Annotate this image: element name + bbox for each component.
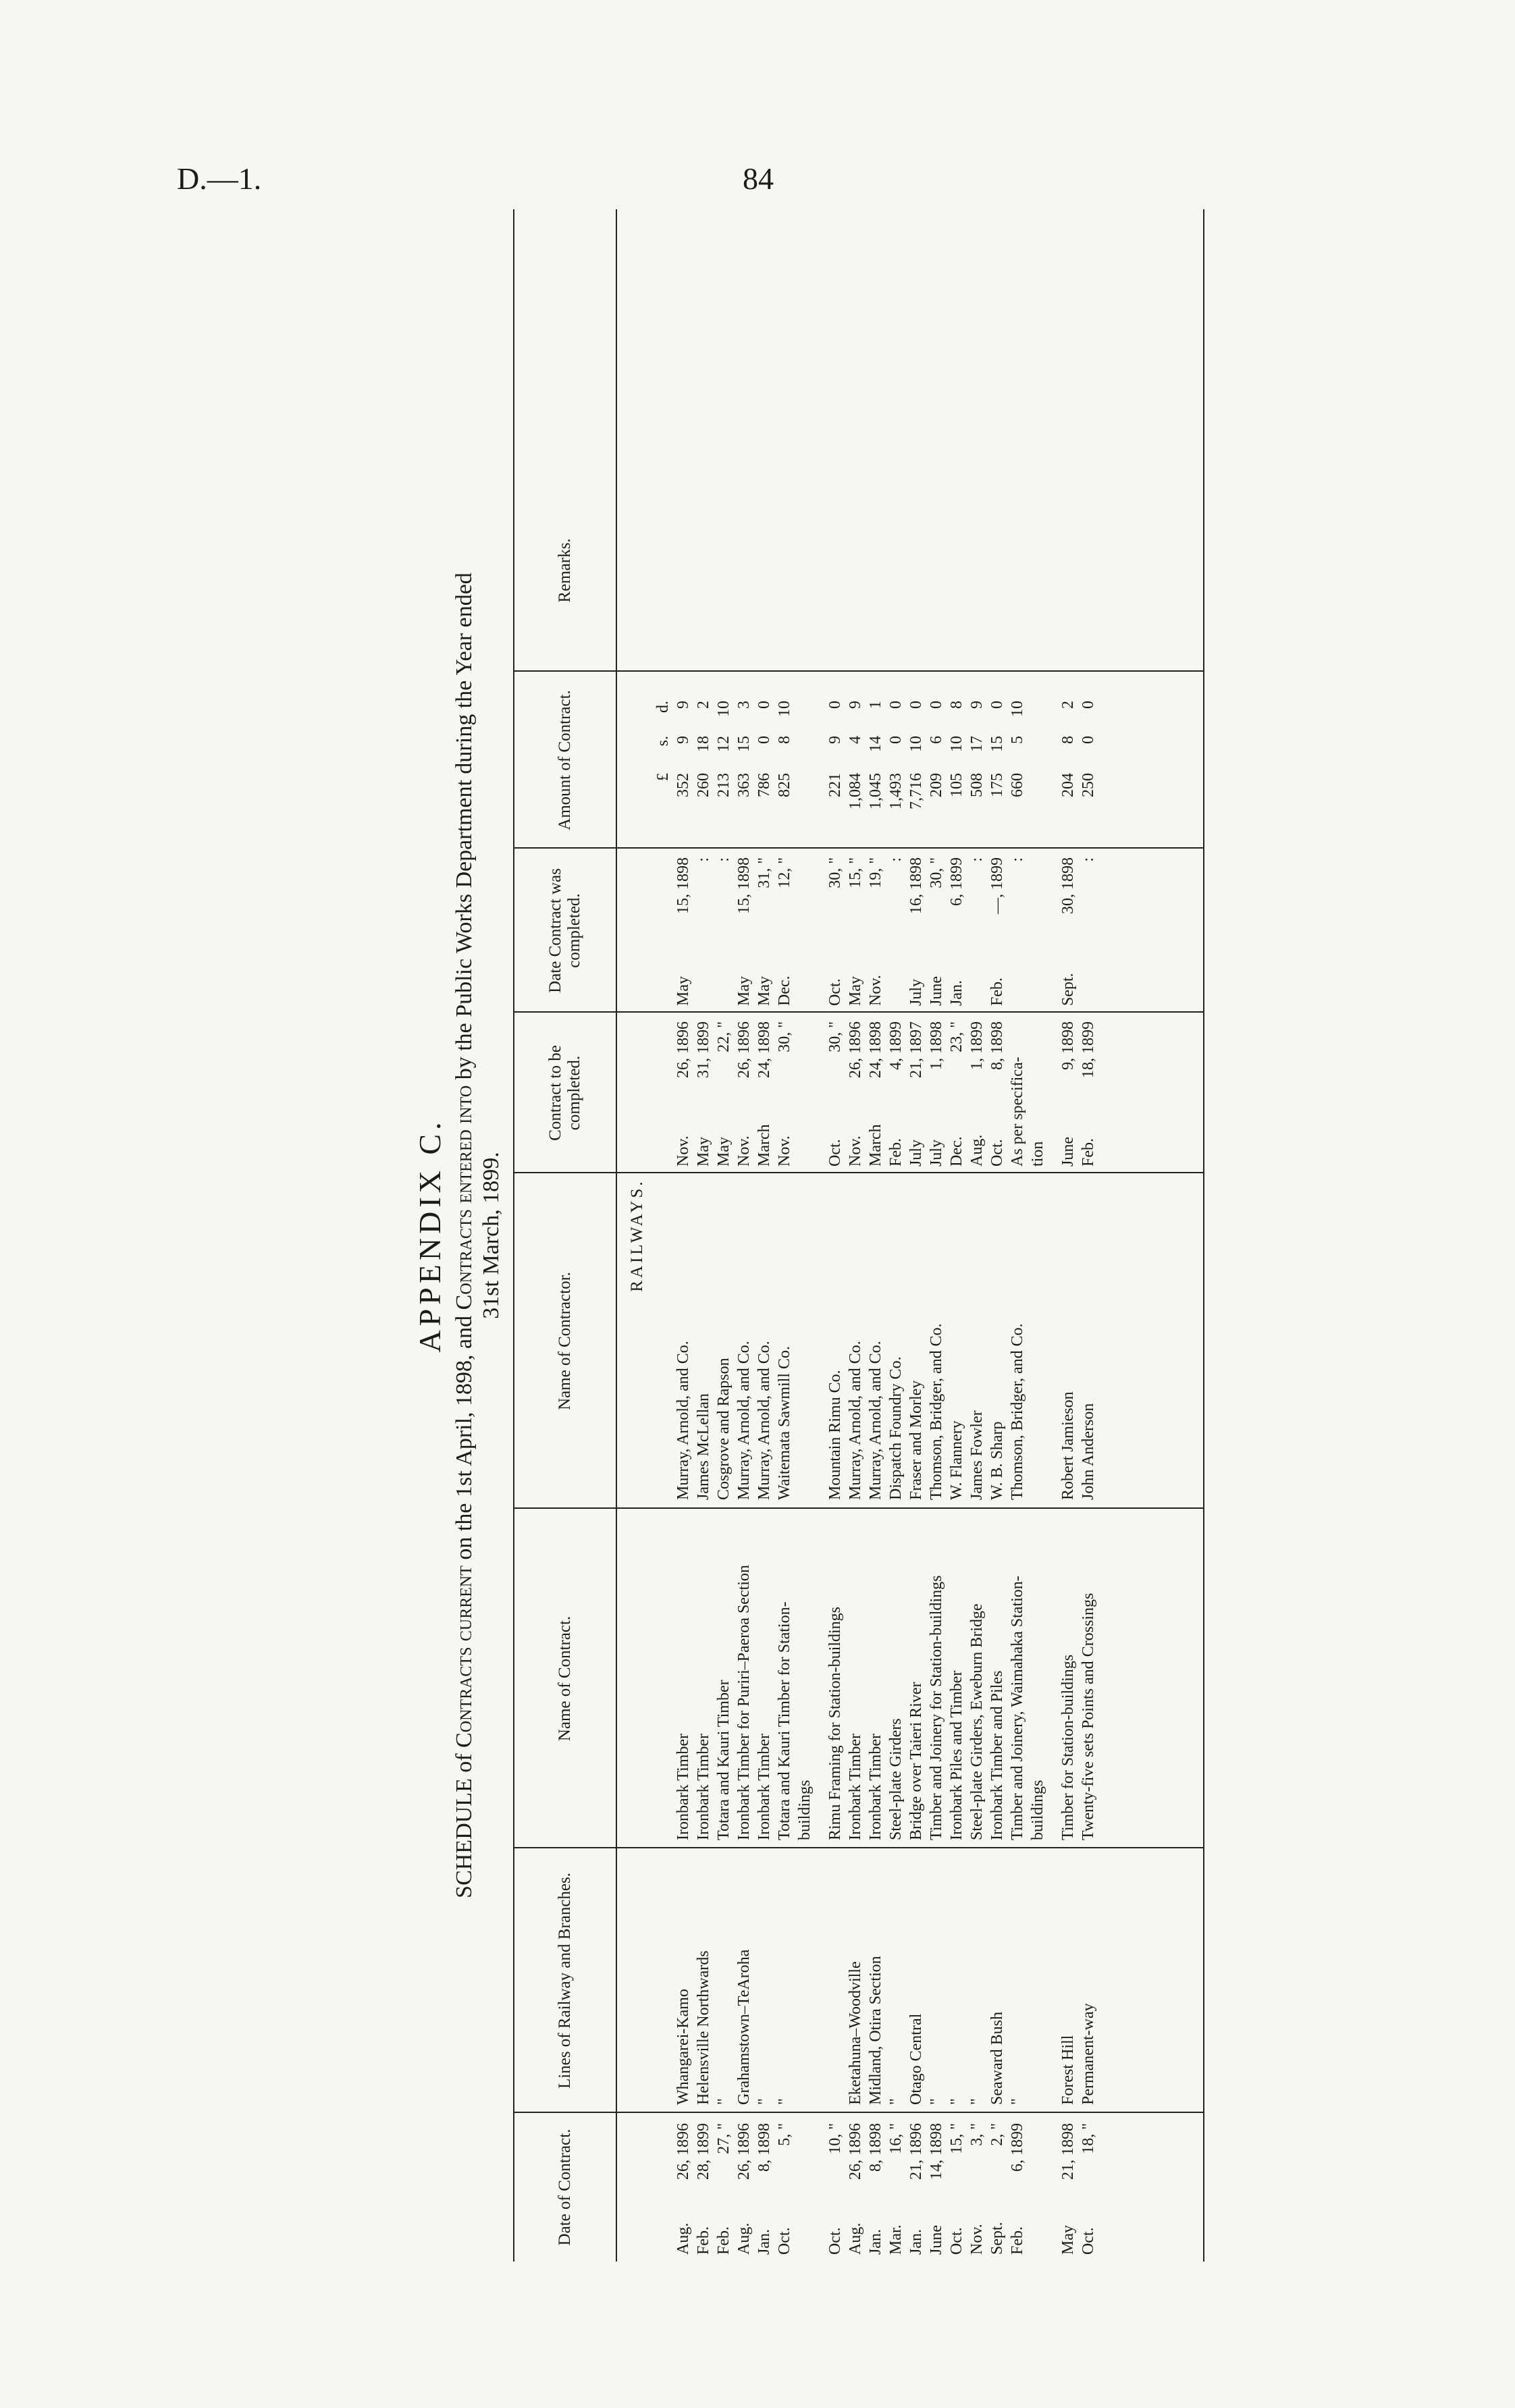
amount-pounds: 363	[735, 773, 753, 797]
contract-name: Ironbark Piles and Timber	[948, 1670, 965, 1840]
amount-pounds: 1,493	[887, 773, 905, 809]
contracts-current: Contracts current	[452, 1566, 477, 1748]
pence-symbol: d.	[654, 701, 672, 713]
to-complete-month: Feb.	[887, 1138, 905, 1167]
to-complete-day: 9, 1898	[1059, 1021, 1077, 1070]
contract-name: Ironbark Timber and Piles	[988, 1670, 1006, 1840]
to-complete-month: May	[715, 1137, 733, 1167]
date-day: 8, 1898	[755, 2123, 773, 2172]
contract-name: Timber and Joinery, Waimahaka Station-	[1009, 1576, 1026, 1840]
date-day: 3, "	[968, 2123, 986, 2146]
completed-month: May	[847, 976, 864, 1006]
amount-pence: 10	[1009, 701, 1026, 717]
completed-day: :	[1009, 857, 1026, 862]
date-month: June	[928, 2225, 945, 2255]
amount-pence: 8	[948, 701, 965, 709]
contractor-name: Murray, Arnold, and Co.	[755, 1341, 773, 1500]
completed-day: :	[695, 857, 712, 862]
completed-day: :	[887, 857, 905, 862]
to-complete-month: July	[928, 1139, 945, 1167]
schedule-title	[451, 209, 505, 2262]
completed-day: 15, "	[847, 857, 864, 888]
completed-month: Sept.	[1059, 973, 1077, 1006]
amount-pence: 3	[735, 701, 753, 709]
amount-pence: 0	[887, 701, 905, 709]
contract-name: Ironbark Timber	[674, 1734, 692, 1840]
rotated-table-sheet	[412, 209, 1168, 2262]
contractor-name: Fraser and Morley	[907, 1380, 925, 1500]
completed-month: Nov.	[867, 975, 884, 1006]
to-complete-day: 26, 1896	[847, 1021, 864, 1078]
railway-line: Forest Hill	[1059, 2035, 1077, 2105]
header-rule	[616, 209, 617, 2262]
header-date: Date of Contract.	[556, 2129, 574, 2246]
amount-shillings: 18	[695, 736, 712, 752]
document-reference: D.—1.	[177, 161, 262, 196]
date-day: 21, 1898	[1059, 2123, 1077, 2180]
amount-pounds: 221	[826, 773, 844, 797]
amount-pounds: 105	[948, 773, 965, 797]
shillings-symbol: s.	[654, 736, 672, 747]
header-name: Name of Contract.	[556, 1615, 574, 1742]
to-complete-month: tion	[1029, 1141, 1046, 1167]
amount-shillings: 5	[1009, 736, 1026, 744]
completed-month: June	[928, 976, 945, 1006]
amount-shillings: 0	[1080, 736, 1097, 744]
date-month: Jan.	[867, 2229, 884, 2255]
to-complete-day: 21, 1897	[907, 1021, 925, 1078]
schedule-date-text: on the 1st April, 1898, and	[452, 1310, 477, 1566]
to-complete-month: Feb.	[1080, 1138, 1097, 1167]
header-contractor: Name of Contractor.	[556, 1272, 574, 1410]
date-month: Feb.	[715, 2226, 733, 2255]
date-day: 27, "	[715, 2123, 733, 2154]
to-complete-day: 8, 1898	[988, 1021, 1006, 1070]
amount-pence: 0	[928, 701, 945, 709]
contracts-entered: Contracts entered into	[452, 1085, 477, 1310]
completed-day: :	[1080, 857, 1097, 862]
table-row	[734, 209, 754, 2262]
contractor-name: Dispatch Foundry Co.	[887, 1356, 905, 1500]
completed-day: :	[968, 857, 986, 862]
amount-pounds: 250	[1080, 773, 1097, 797]
completed-day: 12, "	[776, 857, 793, 888]
completed-day: 15, 1898	[674, 857, 692, 914]
date-day: 14, 1898	[928, 2123, 945, 2180]
contract-name: Rimu Framing for Station-buildings	[826, 1607, 844, 1840]
contractor-name: Waitemata Sawmill Co.	[776, 1345, 793, 1500]
contractor-name: John Anderson	[1080, 1403, 1097, 1500]
header-lines: Lines of Railway and Branches.	[556, 1872, 574, 2089]
to-complete-day: 24, 1898	[755, 1021, 773, 1078]
amount-pence: 0	[826, 701, 844, 709]
contract-name: buildings	[1029, 1780, 1046, 1840]
contractor-name: W. B. Sharp	[988, 1421, 1006, 1500]
amount-pounds: 825	[776, 773, 793, 797]
railway-line: Grahamstown–TeAroha	[735, 1949, 753, 2105]
date-month: Oct.	[948, 2227, 965, 2255]
table-row	[774, 209, 795, 2262]
header-to-complete: Contract to be completed.	[546, 1045, 583, 1141]
contracts-table	[513, 209, 1204, 2262]
contract-name: Totara and Kauri Timber	[715, 1680, 733, 1840]
amount-shillings: 10	[907, 736, 925, 752]
date-month: Feb.	[695, 2226, 712, 2255]
completed-day: 6, 1899	[948, 857, 965, 906]
amount-shillings: 0	[887, 736, 905, 744]
date-day: 18, "	[1080, 2123, 1097, 2154]
table-row	[1007, 209, 1028, 2262]
amount-shillings: 0	[755, 736, 773, 744]
table-row	[673, 209, 693, 2262]
amount-pounds: 260	[695, 773, 712, 797]
table-row	[866, 209, 886, 2262]
completed-day: :	[715, 857, 733, 862]
table-row	[926, 209, 947, 2262]
date-month: Jan.	[755, 2229, 773, 2255]
contract-name: Ironbark Timber	[755, 1734, 773, 1840]
contract-name: Timber and Joinery for Station-buildings	[928, 1575, 945, 1840]
date-day: 26, 1896	[735, 2123, 753, 2180]
contractor-name: Murray, Arnold, and Co.	[847, 1341, 864, 1500]
contractor-name: W. Flannery	[948, 1420, 965, 1500]
amount-pounds: 352	[674, 773, 692, 797]
completed-day: 19, "	[867, 857, 884, 888]
railway-line: Whangarei-Kamo	[674, 1989, 692, 2105]
contractor-name: Murray, Arnold, and Co.	[735, 1341, 753, 1500]
amount-shillings: 9	[674, 736, 692, 744]
date-month: Oct.	[826, 2227, 844, 2255]
table-row	[1028, 209, 1048, 2262]
amount-shillings: 14	[867, 736, 884, 752]
date-day: 8, 1898	[867, 2123, 884, 2172]
to-complete-day: 4, 1899	[887, 1021, 905, 1070]
table-row	[714, 209, 734, 2262]
railway-line: "	[887, 2098, 905, 2105]
table-row	[967, 209, 987, 2262]
schedule-of: of	[452, 1747, 477, 1779]
date-month: Nov.	[968, 2224, 986, 2255]
amount-shillings: 12	[715, 736, 733, 752]
railway-line: "	[755, 2098, 773, 2105]
railway-line: Midland, Otira Section	[867, 1956, 884, 2105]
to-complete-month: As per specifica-	[1009, 1056, 1026, 1167]
date-day: 6, 1899	[1009, 2123, 1026, 2172]
table-row	[845, 209, 866, 2262]
railway-line: Permanent-way	[1080, 2003, 1097, 2105]
amount-shillings: 4	[847, 736, 864, 744]
completed-day: 31, "	[755, 857, 773, 888]
contractor-name: Murray, Arnold, and Co.	[867, 1341, 884, 1500]
to-complete-month: Nov.	[847, 1135, 864, 1167]
header-amount: Amount of Contract.	[556, 690, 574, 830]
amount-shillings: 10	[948, 736, 965, 752]
amount-pounds: 786	[755, 773, 773, 797]
amount-shillings: 8	[776, 736, 793, 744]
amount-shillings: 8	[1059, 736, 1077, 744]
date-day: 21, 1896	[907, 2123, 925, 2180]
amount-pounds: 508	[968, 773, 986, 797]
to-complete-month: Nov.	[674, 1135, 692, 1167]
to-complete-day: 30, "	[826, 1021, 844, 1052]
railway-line: "	[968, 2098, 986, 2105]
railway-line: "	[715, 2098, 733, 2105]
to-complete-day: 23, "	[948, 1021, 965, 1052]
date-day: 2, "	[988, 2123, 1006, 2146]
to-complete-month: March	[755, 1124, 773, 1167]
amount-pence: 9	[674, 701, 692, 709]
table-row	[1058, 209, 1078, 2262]
contract-name: Ironbark Timber	[847, 1734, 864, 1840]
to-complete-month: Oct.	[988, 1139, 1006, 1167]
amount-pence: 10	[715, 701, 733, 717]
amount-pence: 2	[1059, 701, 1077, 709]
to-complete-day: 22, "	[715, 1021, 733, 1052]
to-complete-day: 30, "	[776, 1021, 793, 1052]
railway-line: "	[948, 2098, 965, 2105]
amount-pence: 1	[867, 701, 884, 709]
railway-line: "	[776, 2098, 793, 2105]
to-complete-day: 26, 1896	[735, 1021, 753, 1078]
completed-month: May	[735, 976, 753, 1006]
section-railways: RAILWAYS.	[628, 1179, 646, 1292]
amount-pence: 2	[695, 701, 712, 709]
contract-name: Twenty-five sets Points and Crossings	[1080, 1593, 1097, 1840]
completed-day: 16, 1898	[907, 857, 925, 914]
contractor-name: Robert Jamieson	[1059, 1391, 1077, 1500]
contractor-name: Murray, Arnold, and Co.	[674, 1341, 692, 1500]
contractor-name: James Fowler	[968, 1410, 986, 1500]
date-day: 5, "	[776, 2123, 793, 2146]
amount-pounds: 7,716	[907, 773, 925, 809]
contractor-name: Cosgrove and Rapson	[715, 1358, 733, 1500]
railway-line: Seaward Bush	[988, 2012, 1006, 2105]
to-complete-month: Nov.	[735, 1135, 753, 1167]
to-complete-day: 1, 1898	[928, 1021, 945, 1070]
amount-shillings: 17	[968, 736, 986, 752]
contract-name: Steel-plate Girders	[887, 1718, 905, 1840]
date-month: Oct.	[1080, 2227, 1097, 2255]
contract-name: Ironbark Timber	[867, 1734, 884, 1840]
completed-month: May	[755, 976, 773, 1006]
contractor-name: Mountain Rimu Co.	[826, 1370, 844, 1500]
table-row	[795, 209, 815, 2262]
completed-month: Feb.	[988, 978, 1006, 1006]
amount-pence: 10	[776, 701, 793, 717]
date-month: Feb.	[1009, 2226, 1026, 2255]
to-complete-day: 26, 1896	[674, 1021, 692, 1078]
to-complete-month: June	[1059, 1137, 1077, 1167]
header-completed: Date Contract was completed.	[546, 868, 583, 993]
date-month: May	[1059, 2225, 1077, 2255]
table-row	[825, 209, 845, 2262]
railway-line: Helensville Northwards	[695, 1950, 712, 2105]
date-day: 26, 1896	[847, 2123, 864, 2180]
pounds-symbol: £	[654, 773, 672, 781]
date-month: Mar.	[887, 2224, 905, 2255]
completed-day: 30, "	[826, 857, 844, 888]
completed-month: Oct.	[826, 978, 844, 1006]
page-number: 84	[743, 161, 774, 196]
to-complete-month: May	[695, 1137, 712, 1167]
amount-shillings: 6	[928, 736, 945, 744]
date-day: 15, "	[948, 2123, 965, 2154]
to-complete-month: March	[867, 1124, 884, 1167]
to-complete-month: Aug.	[968, 1134, 986, 1167]
amount-shillings: 9	[826, 736, 844, 744]
amount-pence: 0	[755, 701, 773, 709]
schedule-end-date: 31st March, 1899.	[479, 1152, 504, 1319]
contractor-name: Thomson, Bridger, and Co.	[1009, 1323, 1026, 1500]
date-month: Sept.	[988, 2222, 1006, 2255]
to-complete-day: 31, 1899	[695, 1021, 712, 1078]
completed-day: 30, 1898	[1059, 857, 1077, 914]
date-month: Oct.	[776, 2227, 793, 2255]
amount-pounds: 660	[1009, 773, 1026, 797]
railway-line: "	[1009, 2098, 1026, 2105]
table-row	[886, 209, 906, 2262]
amount-pence: 0	[988, 701, 1006, 709]
amount-shillings: 15	[735, 736, 753, 752]
completed-month: July	[907, 978, 925, 1006]
contract-name: Ironbark Timber	[695, 1734, 712, 1840]
to-complete-day: 18, 1899	[1080, 1021, 1097, 1078]
amount-pounds: 1,084	[847, 773, 864, 809]
amount-pounds: 209	[928, 773, 945, 797]
completed-month: May	[674, 976, 692, 1006]
completed-month: Dec.	[776, 975, 793, 1006]
header-remarks: Remarks.	[556, 538, 574, 603]
table-row	[906, 209, 926, 2262]
date-day: 28, 1899	[695, 2123, 712, 2180]
completed-day: 30, "	[928, 857, 945, 888]
contractor-name: James McLellan	[695, 1393, 712, 1500]
to-complete-month: Dec.	[948, 1136, 965, 1167]
date-day: 26, 1896	[674, 2123, 692, 2180]
date-month: Jan.	[907, 2229, 925, 2255]
to-complete-month: Nov.	[776, 1135, 793, 1167]
date-month: Aug.	[674, 2222, 692, 2255]
contract-name: buildings	[796, 1780, 814, 1840]
appendix-title: APPENDIX C.	[413, 1118, 447, 1353]
amount-shillings: 15	[988, 736, 1006, 752]
to-complete-month: Oct.	[826, 1139, 844, 1167]
railway-line: Otago Central	[907, 2013, 925, 2105]
amount-pence: 0	[907, 701, 925, 709]
to-complete-month: July	[907, 1139, 925, 1167]
contractor-name: Thomson, Bridger, and Co.	[928, 1323, 945, 1500]
amount-pence: 9	[968, 701, 986, 709]
amount-pence: 9	[847, 701, 864, 709]
contract-name: Timber for Station-buildings	[1059, 1654, 1077, 1840]
contract-name: Bridge over Taieri River	[907, 1682, 925, 1840]
completed-day: 15, 1898	[735, 857, 753, 914]
table-row	[947, 209, 967, 2262]
to-complete-day: 24, 1898	[867, 1021, 884, 1078]
amount-pounds: 213	[715, 773, 733, 797]
contract-name: Totara and Kauri Timber for Station-	[776, 1601, 793, 1840]
amount-pounds: 175	[988, 773, 1006, 797]
table-row	[987, 209, 1007, 2262]
amount-pounds: 1,045	[867, 773, 884, 809]
schedule-word: SCHEDULE	[452, 1778, 477, 1898]
railway-line: "	[928, 2098, 945, 2105]
contract-name: Steel-plate Girders, Eweburn Bridge	[968, 1603, 986, 1840]
amount-pence: 0	[1080, 701, 1097, 709]
railway-line: Eketahuna–Woodville	[847, 1961, 864, 2105]
date-day: 10, "	[826, 2123, 844, 2154]
contract-name: Ironbark Timber for Puriri–Paeroa Section	[735, 1565, 753, 1840]
date-month: Aug.	[735, 2222, 753, 2255]
date-day: 16, "	[887, 2123, 905, 2154]
lsd-header-row	[653, 209, 673, 2262]
completed-day: —, 1899	[988, 857, 1006, 914]
table-row	[1078, 209, 1098, 2262]
date-month: Aug.	[847, 2222, 864, 2255]
table-row	[693, 209, 714, 2262]
amount-pounds: 204	[1059, 773, 1077, 797]
completed-month: Jan.	[948, 980, 965, 1006]
to-complete-day: 1, 1899	[968, 1021, 986, 1070]
table-row	[754, 209, 774, 2262]
schedule-dept-text: by the Public Works Department during the Year ended	[452, 572, 477, 1086]
